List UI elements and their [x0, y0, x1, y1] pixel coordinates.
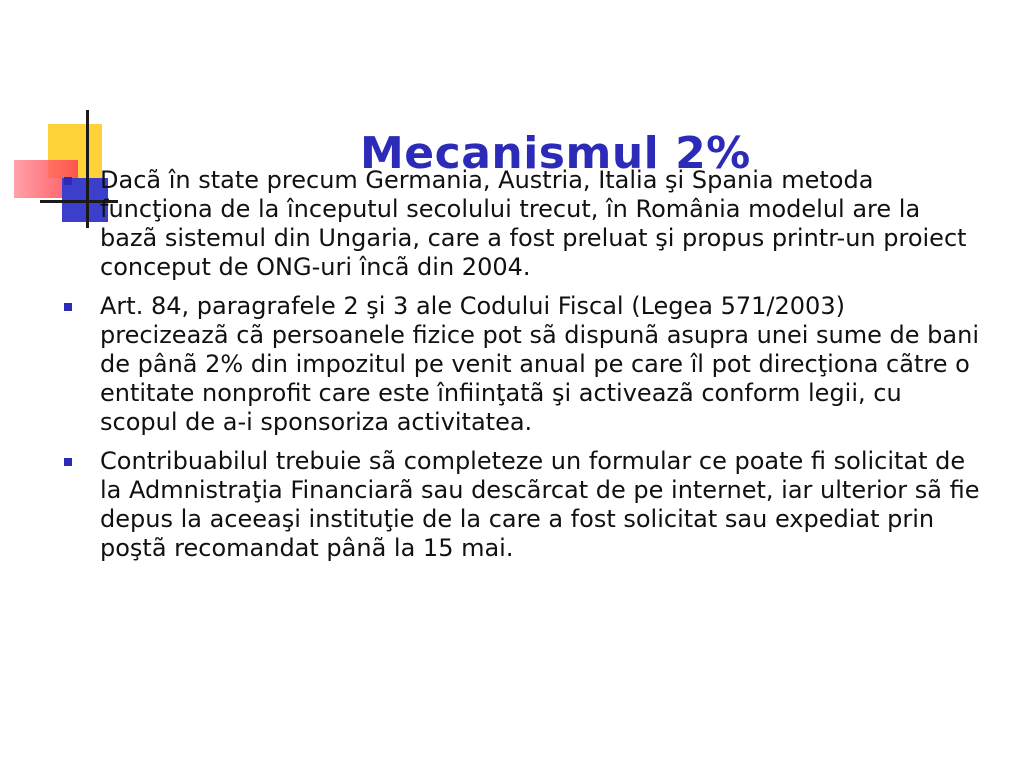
square-bullet-icon	[64, 303, 72, 311]
square-bullet-icon	[64, 458, 72, 466]
bullet-list	[64, 166, 980, 563]
slide-content	[64, 166, 980, 573]
bullet-text: Art. 84, paragrafele 2 şi 3 ale Codului Fiscal (Legea 571/2003) precizeazã cã persoanele fizice pot sã dispunã asupra unei sume de bani de pânã 2% din impozitul pe venit anual pe care îl pot direcţiona cãtre o entitate nonprofit care este înfiinţatã şi activeazã conform legii, cu scopul de a-i sponsoriza activitatea.	[100, 292, 979, 436]
bullet-text: Dacã în state precum Germania, Austria, Italia şi Spania metoda funcţiona de la începutul secolului trecut, în România modelul are la bazã sistemul din Ungaria, care a fost preluat şi propus printr-un proiect conceput de ONG-uri încã din 2004.	[100, 166, 967, 281]
bullet-item	[64, 447, 980, 563]
slide-title: Mecanismul 2%	[360, 128, 751, 179]
bullet-item	[64, 292, 980, 437]
square-bullet-icon	[64, 177, 72, 185]
bullet-item	[64, 166, 980, 282]
bullet-text: Contribuabilul trebuie sã completeze un formular ce poate fi solicitat de la Admnistraţia Financiarã sau descãrcat de pe internet, iar ulterior sã fie depus la aceeaşi instituţie de la care a fost solicitat sau expediat prin poştã recomandat pânã la 15 mai.	[100, 447, 980, 562]
